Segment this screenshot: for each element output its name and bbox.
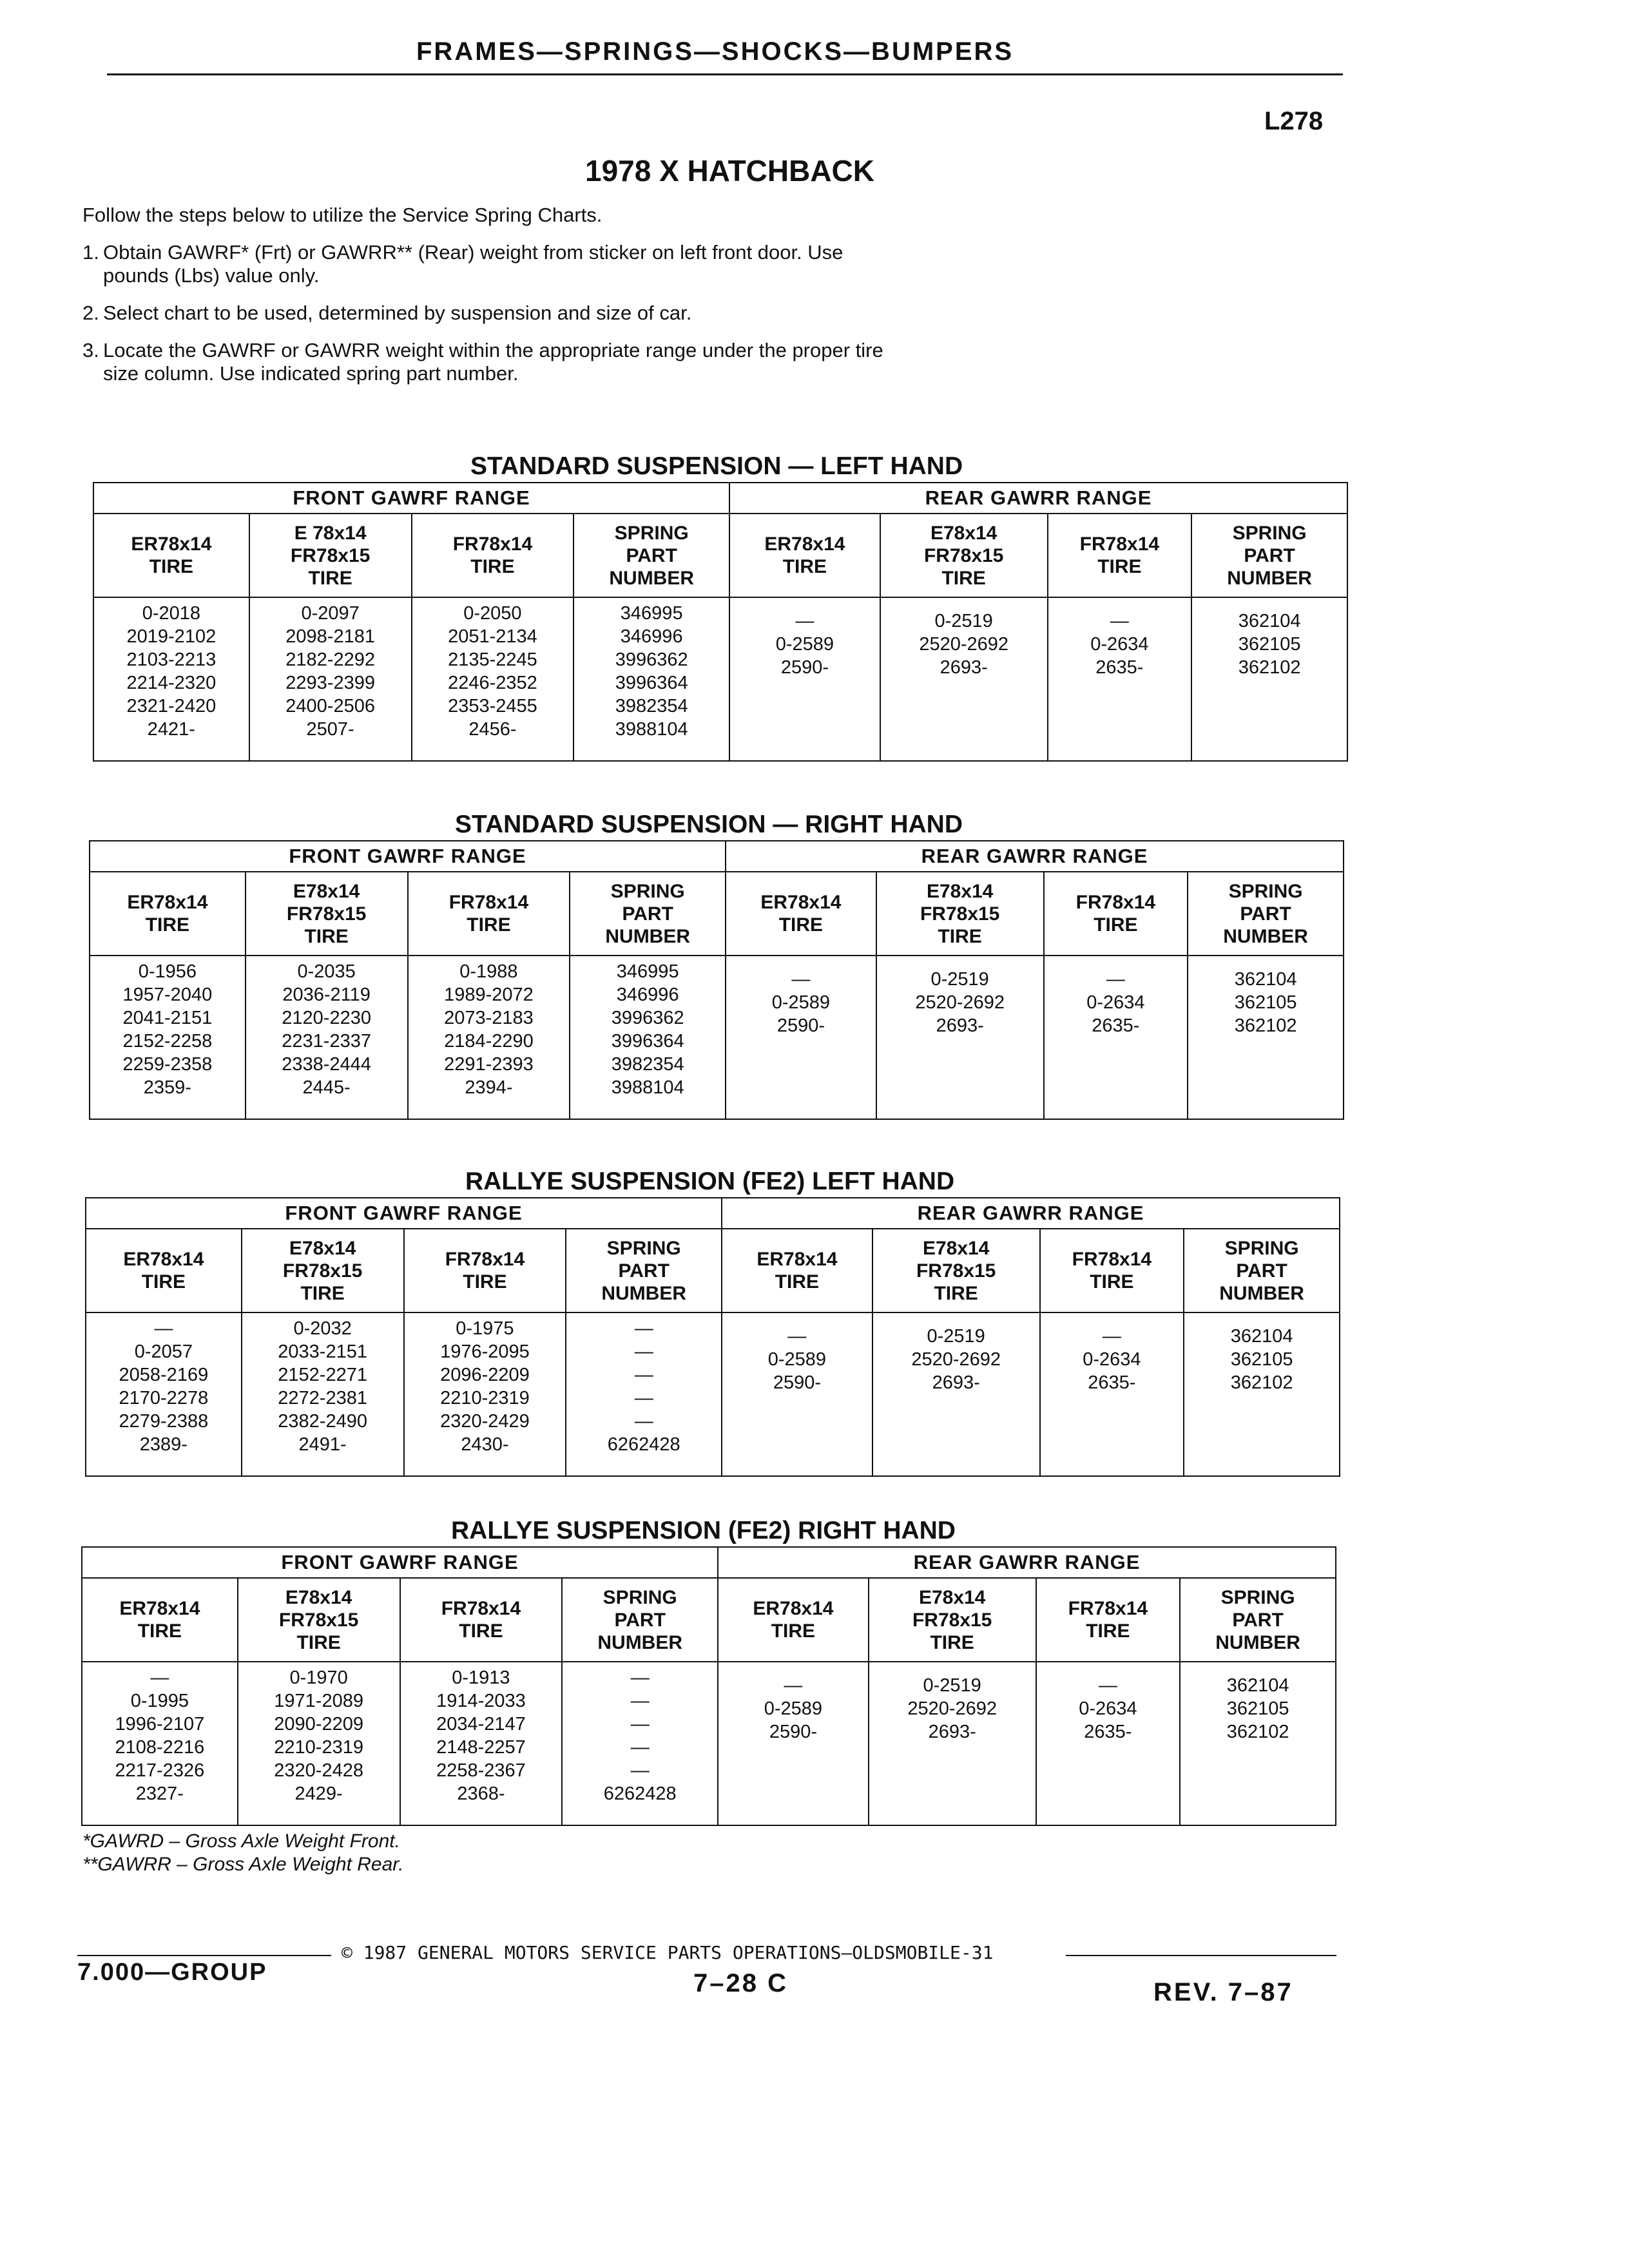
front-range-label: FRONT GAWRF RANGE [90, 841, 726, 872]
weight-range-value: 2590- [780, 657, 829, 678]
rear-column-values [869, 1662, 1036, 1825]
front-column-values [93, 597, 249, 761]
weight-range-value: 2152-2258 [122, 1031, 213, 1052]
weight-range-value: 2019-2102 [126, 626, 217, 647]
weight-range-value: 2320-2428 [274, 1760, 363, 1781]
weight-range-value: 346996 [620, 626, 683, 647]
rear-column-values [1188, 956, 1344, 1119]
column-header-row [90, 872, 1344, 956]
footnote-rear: **GAWRR – Gross Axle Weight Rear. [82, 1854, 404, 1875]
weight-range-value: 2693- [928, 1722, 976, 1742]
weight-range-value: — [634, 1365, 653, 1385]
weight-range-value: 2327- [135, 1783, 184, 1804]
column-header-row [82, 1578, 1336, 1662]
weight-range-value: — [634, 1411, 653, 1432]
weight-range-value: — [791, 969, 811, 990]
weight-range-value: 2507- [306, 719, 354, 740]
weight-range-value: — [634, 1318, 653, 1339]
front-column-values [574, 597, 729, 761]
front-column-header: FR78x14 TIRE [412, 514, 574, 597]
weight-range-value: 2382-2490 [278, 1411, 367, 1432]
chart-title: RALLYE SUSPENSION (FE2) RIGHT HAND [451, 1517, 956, 1544]
weight-range-value: — [1106, 969, 1125, 990]
weight-range-value: 362105 [1230, 1349, 1293, 1370]
weight-range-value: 2635- [1092, 1015, 1140, 1036]
front-column-values [400, 1662, 563, 1825]
weight-range-value: — [1110, 611, 1129, 631]
weight-range-value: 0-1975 [456, 1318, 514, 1339]
weight-range-value: — [630, 1737, 650, 1758]
weight-range-value: 0-1956 [138, 961, 197, 982]
front-column-values [238, 1662, 400, 1825]
weight-range-value: 2359- [143, 1077, 191, 1098]
rear-column-values [1191, 597, 1347, 761]
spring-chart-rallye-left [85, 1197, 1340, 1477]
table-row [93, 597, 1347, 761]
weight-range-value: 2430- [461, 1434, 509, 1455]
weight-range-value: 6262428 [603, 1783, 677, 1804]
weight-range-value: 2058-2169 [119, 1365, 209, 1385]
chart-title: STANDARD SUSPENSION — RIGHT HAND [455, 811, 963, 838]
weight-range-value: 362104 [1230, 1326, 1293, 1347]
weight-range-value: 2456- [468, 719, 517, 740]
weight-range-value: 2635- [1088, 1372, 1136, 1393]
weight-range-value: 2098-2181 [285, 626, 375, 647]
weight-range-value: 2034-2147 [436, 1714, 526, 1735]
weight-range-value: 362104 [1226, 1675, 1289, 1696]
rear-column-values [1040, 1312, 1184, 1476]
weight-range-value: 2338-2444 [282, 1054, 371, 1075]
weight-range-value: — [787, 1326, 807, 1347]
rear-column-header: FR78x14 TIRE [1048, 514, 1192, 597]
weight-range-value: 2258-2367 [436, 1760, 526, 1781]
page-number: 7–28 C [693, 1969, 788, 1997]
front-column-values [412, 597, 574, 761]
weight-range-value: 2259-2358 [122, 1054, 213, 1075]
front-column-values [90, 956, 246, 1119]
weight-range-value: 0-2050 [463, 603, 522, 624]
weight-range-value: 2590- [773, 1372, 821, 1393]
weight-range-value: 0-2589 [764, 1698, 823, 1719]
weight-range-value: 362105 [1238, 634, 1301, 655]
weight-range-value: 1976-2095 [440, 1341, 530, 1362]
front-column-header: SPRING PART NUMBER [566, 1229, 722, 1312]
rear-column-values [880, 597, 1048, 761]
weight-range-value: 2693- [940, 657, 988, 678]
weight-range-value: 2246-2352 [448, 673, 537, 693]
weight-range-value: — [1102, 1326, 1121, 1347]
weight-range-value: 0-2589 [775, 634, 834, 655]
weight-range-value: 2184-2290 [444, 1031, 534, 1052]
group-number: 7.000—GROUP [77, 1959, 267, 1986]
weight-range-value: 362102 [1226, 1722, 1289, 1742]
chart-title: RALLYE SUSPENSION (FE2) LEFT HAND [465, 1168, 955, 1195]
rear-column-values [1044, 956, 1188, 1119]
weight-range-value: 2090-2209 [274, 1714, 363, 1735]
front-column-values [242, 1312, 404, 1476]
weight-range-value: 2693- [932, 1372, 980, 1393]
weight-range-value: 0-2018 [142, 603, 201, 624]
weight-range-value: — [634, 1341, 653, 1362]
weight-range-value: 3988104 [611, 1077, 684, 1098]
rear-column-values [1180, 1662, 1336, 1825]
weight-range-value: 2272-2381 [278, 1388, 367, 1408]
table-row [86, 1312, 1340, 1476]
weight-range-value: 346995 [620, 603, 683, 624]
copyright: © 1987 GENERAL MOTORS SERVICE PARTS OPERATIONS—OLDSMOBILE-31 [342, 1942, 994, 1963]
weight-range-value: 2520-2692 [907, 1698, 997, 1719]
weight-range-value: 2073-2183 [444, 1008, 534, 1028]
rear-column-header: ER78x14 TIRE [722, 1229, 872, 1312]
weight-range-value: 0-1995 [130, 1691, 189, 1711]
instructions [82, 204, 920, 385]
weight-range-value: — [154, 1318, 173, 1339]
rear-column-header: SPRING PART NUMBER [1180, 1578, 1336, 1662]
weight-range-value: 362105 [1234, 992, 1297, 1013]
weight-range-value: 2103-2213 [126, 649, 217, 670]
weight-range-value: 362104 [1238, 611, 1301, 631]
front-column-header: ER78x14 TIRE [82, 1578, 238, 1662]
rear-column-values [718, 1662, 869, 1825]
weight-range-value: 2368- [457, 1783, 505, 1804]
spring-chart-standard-left [93, 482, 1348, 762]
weight-range-value: 2445- [302, 1077, 351, 1098]
step-number: 1. [82, 241, 99, 264]
weight-range-value: 0-2589 [767, 1349, 827, 1370]
front-column-values [570, 956, 726, 1119]
weight-range-value: 3988104 [615, 719, 688, 740]
step-text: Locate the GAWRF or GAWRR weight within the appropriate range under the proper tire size column. Use indicated spring part number. [103, 339, 883, 385]
weight-range-value: 2214-2320 [126, 673, 217, 693]
footnotes [82, 1830, 404, 1876]
front-column-header: FR78x14 TIRE [400, 1578, 563, 1662]
weight-range-value: 3982354 [611, 1054, 684, 1075]
rear-column-values [1036, 1662, 1181, 1825]
weight-range-value: 2170-2278 [119, 1388, 209, 1408]
weight-range-value: 362104 [1234, 969, 1297, 990]
rear-column-values [726, 956, 876, 1119]
weight-range-value: 6262428 [607, 1434, 680, 1455]
revision: REV. 7–87 [1153, 1978, 1293, 2006]
weight-range-value: 2389- [139, 1434, 188, 1455]
weight-range-value: 2590- [769, 1722, 817, 1742]
weight-range-value: 2321-2420 [126, 696, 217, 716]
weight-range-value: 2293-2399 [285, 673, 375, 693]
range-header-row [90, 841, 1344, 872]
weight-range-value: — [630, 1691, 650, 1711]
weight-range-value: 2693- [936, 1015, 984, 1036]
weight-range-value: 1957-2040 [122, 985, 213, 1005]
rear-column-header: FR78x14 TIRE [1040, 1229, 1184, 1312]
weight-range-value: 3982354 [615, 696, 688, 716]
step-number: 3. [82, 339, 99, 361]
rear-column-header: SPRING PART NUMBER [1188, 872, 1344, 956]
front-column-header: SPRING PART NUMBER [570, 872, 726, 956]
weight-range-value: 0-2057 [134, 1341, 193, 1362]
weight-range-value: 2108-2216 [115, 1737, 205, 1758]
rear-column-header: ER78x14 TIRE [718, 1578, 869, 1662]
front-column-values [562, 1662, 718, 1825]
weight-range-value: 0-1913 [452, 1667, 510, 1688]
weight-range-value: 362102 [1234, 1015, 1297, 1036]
front-column-header: FR78x14 TIRE [408, 872, 570, 956]
weight-range-value: 2520-2692 [911, 1349, 1001, 1370]
rear-range-label: REAR GAWRR RANGE [729, 483, 1347, 514]
weight-range-value: 0-2634 [1079, 1698, 1137, 1719]
header-rule [107, 73, 1343, 75]
weight-range-value: 2635- [1095, 657, 1144, 678]
front-range-label: FRONT GAWRF RANGE [86, 1198, 722, 1229]
column-header-row [86, 1229, 1340, 1312]
weight-range-value: 0-2589 [771, 992, 831, 1013]
front-column-header: SPRING PART NUMBER [562, 1578, 718, 1662]
weight-range-value: 1914-2033 [436, 1691, 526, 1711]
rear-column-values [1184, 1312, 1340, 1476]
weight-range-value: — [630, 1714, 650, 1735]
weight-range-value: 362105 [1226, 1698, 1289, 1719]
column-header-row [93, 514, 1347, 597]
front-column-header: E78x14 FR78x15 TIRE [242, 1229, 404, 1312]
front-column-values [86, 1312, 242, 1476]
weight-range-value: 2152-2271 [278, 1365, 367, 1385]
rear-column-header: ER78x14 TIRE [726, 872, 876, 956]
front-range-label: FRONT GAWRF RANGE [82, 1547, 718, 1578]
step-number: 2. [82, 302, 99, 324]
weight-range-value: 2421- [147, 719, 195, 740]
front-column-header: FR78x14 TIRE [404, 1229, 566, 1312]
rear-column-header: FR78x14 TIRE [1044, 872, 1188, 956]
front-column-header: E78x14 FR78x15 TIRE [246, 872, 408, 956]
weight-range-value: 0-2634 [1083, 1349, 1141, 1370]
weight-range-value: 2320-2429 [440, 1411, 530, 1432]
weight-range-value: 0-2519 [930, 969, 989, 990]
weight-range-value: 2491- [298, 1434, 347, 1455]
instruction-step [82, 241, 920, 287]
weight-range-value: 2520-2692 [919, 634, 1008, 655]
rear-column-header: FR78x14 TIRE [1036, 1578, 1181, 1662]
footer-rule-left [77, 1955, 331, 1956]
weight-range-value: 2217-2326 [115, 1760, 205, 1781]
weight-range-value: — [795, 611, 815, 631]
range-header-row [93, 483, 1347, 514]
weight-range-value: 0-2519 [927, 1326, 985, 1347]
weight-range-value: 1971-2089 [274, 1691, 363, 1711]
weight-range-value: 0-2519 [923, 1675, 981, 1696]
rear-column-values [876, 956, 1044, 1119]
weight-range-value: — [784, 1675, 803, 1696]
rear-column-values [722, 1312, 872, 1476]
table-row [90, 956, 1344, 1119]
front-column-header: ER78x14 TIRE [86, 1229, 242, 1312]
weight-range-value: — [1098, 1675, 1117, 1696]
instruction-step [82, 339, 920, 385]
rear-column-header: SPRING PART NUMBER [1184, 1229, 1340, 1312]
weight-range-value: 0-2097 [301, 603, 360, 624]
front-column-values [408, 956, 570, 1119]
rear-range-label: REAR GAWRR RANGE [726, 841, 1344, 872]
weight-range-value: 0-2634 [1086, 992, 1145, 1013]
weight-range-value: — [634, 1388, 653, 1408]
weight-range-value: 2096-2209 [440, 1365, 530, 1385]
rear-column-header: E78x14 FR78x15 TIRE [869, 1578, 1036, 1662]
weight-range-value: 2400-2506 [285, 696, 375, 716]
spring-chart-standard-right [89, 840, 1344, 1120]
front-range-label: FRONT GAWRF RANGE [93, 483, 729, 514]
weight-range-value: 1989-2072 [444, 985, 534, 1005]
weight-range-value: 2135-2245 [448, 649, 537, 670]
front-column-header: ER78x14 TIRE [90, 872, 246, 956]
front-column-header: ER78x14 TIRE [93, 514, 249, 597]
step-text: Obtain GAWRF* (Frt) or GAWRR** (Rear) weight from sticker on left front door. Use pounds (Lbs) value only. [103, 241, 843, 287]
front-column-values [249, 597, 412, 761]
weight-range-value: 2036-2119 [282, 985, 371, 1005]
weight-range-value: 2590- [776, 1015, 825, 1036]
step-text: Select chart to be used, determined by suspension and size of car. [103, 302, 692, 324]
weight-range-value: 3996362 [611, 1008, 684, 1028]
weight-range-value: 0-1970 [289, 1667, 348, 1688]
footnote-front: *GAWRD – Gross Axle Weight Front. [82, 1831, 400, 1852]
weight-range-value: 2051-2134 [448, 626, 537, 647]
front-column-values [246, 956, 408, 1119]
weight-range-value: 346996 [616, 985, 679, 1005]
instructions-intro: Follow the steps below to utilize the Service Spring Charts. [82, 204, 602, 226]
weight-range-value: 0-2035 [297, 961, 356, 982]
range-header-row [86, 1198, 1340, 1229]
weight-range-value: 3996362 [615, 649, 688, 670]
weight-range-value: 3996364 [615, 673, 688, 693]
rear-column-values [872, 1312, 1040, 1476]
instruction-step [82, 302, 920, 325]
footer-rule-right [1066, 1955, 1336, 1956]
page-code: L278 [1264, 107, 1324, 135]
rear-column-header: E78x14 FR78x15 TIRE [872, 1229, 1040, 1312]
range-header-row [82, 1547, 1336, 1578]
weight-range-value: — [630, 1667, 650, 1688]
front-column-values [566, 1312, 722, 1476]
weight-range-value: 0-2519 [934, 611, 993, 631]
weight-range-value: — [630, 1760, 650, 1781]
weight-range-value: 2182-2292 [285, 649, 375, 670]
section-header: FRAMES—SPRINGS—SHOCKS—BUMPERS [416, 37, 1014, 66]
weight-range-value: 2041-2151 [122, 1008, 213, 1028]
rear-column-header: E78x14 FR78x15 TIRE [876, 872, 1044, 956]
rear-column-header: SPRING PART NUMBER [1191, 514, 1347, 597]
weight-range-value: 362102 [1230, 1372, 1293, 1393]
weight-range-value: 2291-2393 [444, 1054, 534, 1075]
table-row [82, 1662, 1336, 1825]
weight-range-value: 2120-2230 [282, 1008, 371, 1028]
front-column-header: E78x14 FR78x15 TIRE [238, 1578, 400, 1662]
weight-range-value: 2394- [465, 1077, 513, 1098]
front-column-header: SPRING PART NUMBER [574, 514, 729, 597]
weight-range-value: 346995 [616, 961, 679, 982]
weight-range-value: 0-1988 [459, 961, 518, 982]
rear-column-values [1048, 597, 1192, 761]
rear-range-label: REAR GAWRR RANGE [722, 1198, 1340, 1229]
weight-range-value: 2353-2455 [448, 696, 537, 716]
weight-range-value: 0-2634 [1090, 634, 1149, 655]
weight-range-value: 2148-2257 [436, 1737, 526, 1758]
weight-range-value: 2635- [1084, 1722, 1132, 1742]
rear-column-header: E78x14 FR78x15 TIRE [880, 514, 1048, 597]
front-column-values [82, 1662, 238, 1825]
weight-range-value: 1996-2107 [115, 1714, 205, 1735]
weight-range-value: 2033-2151 [278, 1341, 367, 1362]
weight-range-value: 2210-2319 [274, 1737, 363, 1758]
main-title: 1978 X HATCHBACK [584, 154, 875, 187]
weight-range-value: 2231-2337 [282, 1031, 371, 1052]
weight-range-value: 2429- [294, 1783, 343, 1804]
weight-range-value: 2210-2319 [440, 1388, 530, 1408]
spring-chart-rallye-right [81, 1546, 1336, 1826]
chart-title: STANDARD SUSPENSION — LEFT HAND [470, 452, 963, 480]
weight-range-value: 3996364 [611, 1031, 684, 1052]
rear-column-header: ER78x14 TIRE [729, 514, 880, 597]
weight-range-value: — [150, 1667, 169, 1688]
front-column-values [404, 1312, 566, 1476]
rear-column-values [729, 597, 880, 761]
rear-range-label: REAR GAWRR RANGE [718, 1547, 1336, 1578]
weight-range-value: 2279-2388 [119, 1411, 209, 1432]
weight-range-value: 2520-2692 [915, 992, 1005, 1013]
front-column-header: E 78x14 FR78x15 TIRE [249, 514, 412, 597]
weight-range-value: 0-2032 [293, 1318, 352, 1339]
weight-range-value: 362102 [1238, 657, 1301, 678]
